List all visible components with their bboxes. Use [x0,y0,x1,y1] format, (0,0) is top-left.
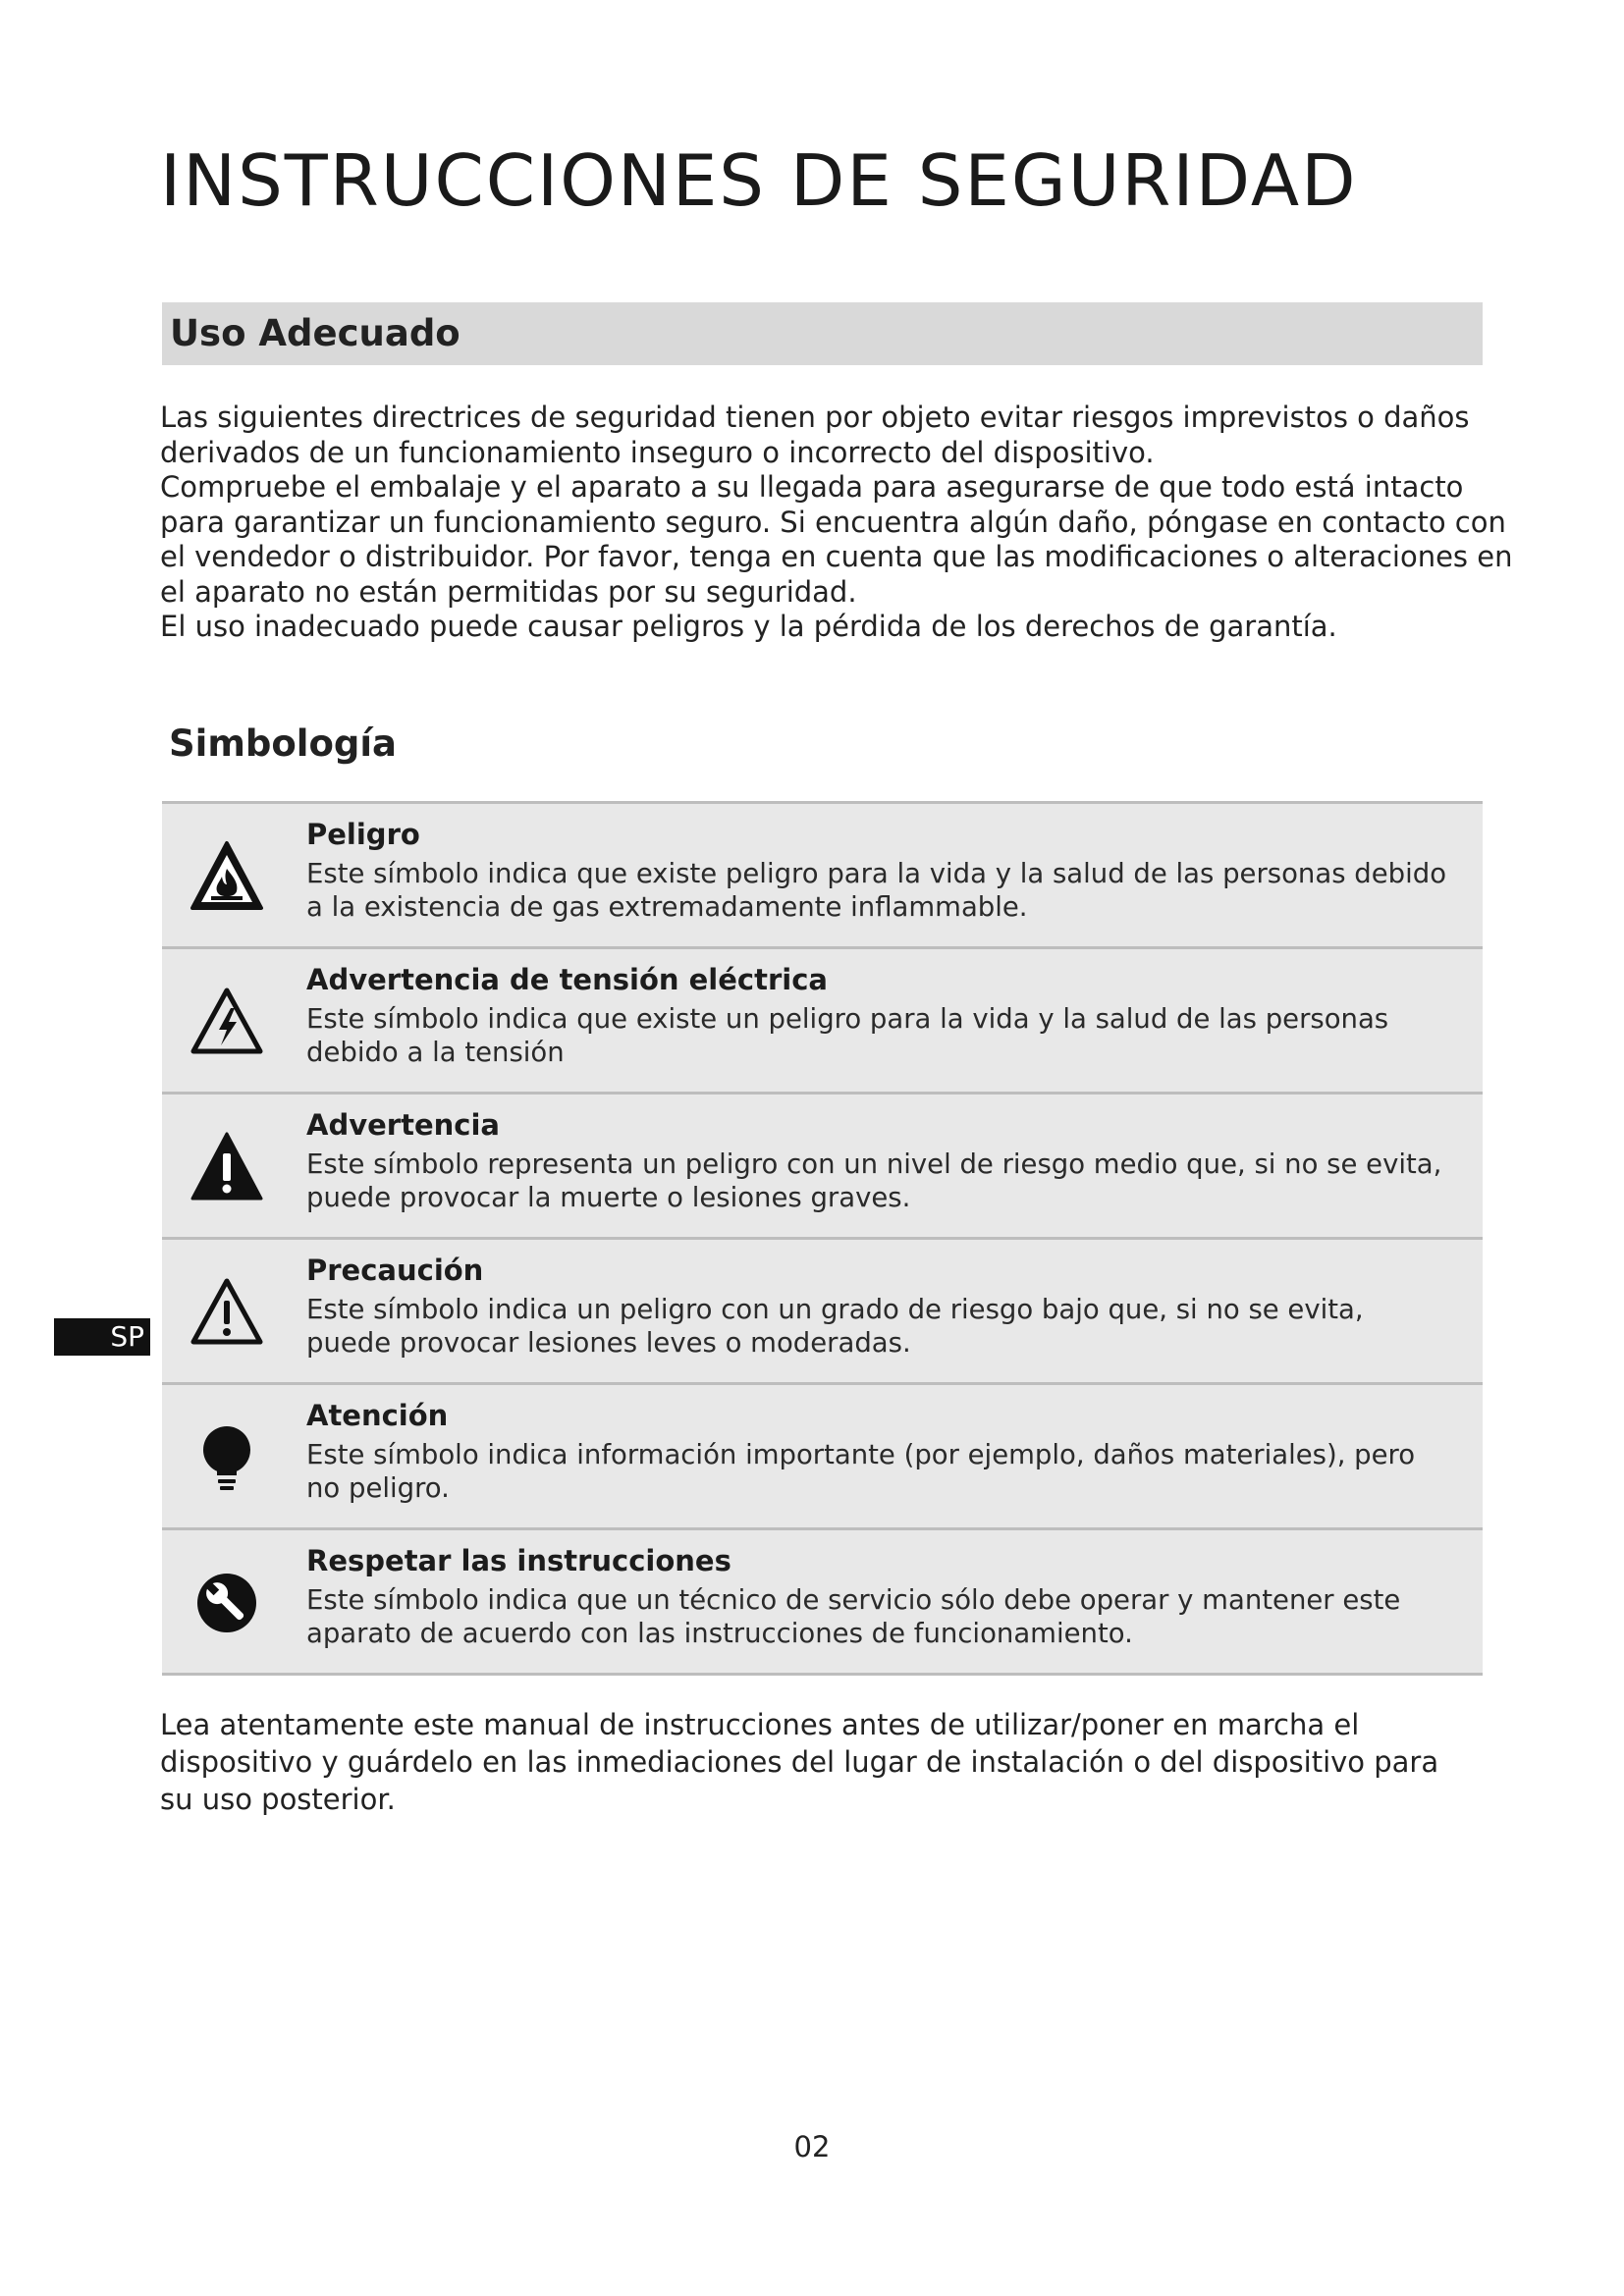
wrench-icon [189,1566,264,1640]
symbol-description: Este símbolo representa un peligro con un nivel de riesgo medio que, si no se evita, puede provocar la muerte o lesiones graves. [306,1148,1442,1213]
symbol-table [162,801,1483,1676]
warning-filled-icon [189,1130,264,1204]
symbol-row [162,949,1483,1095]
symbol-description: Este símbolo indica que existe peligro para la vida y la salud de las personas debido a la existencia de gas extremadamente inflammable. [306,858,1447,923]
symbol-title: Advertencia [306,1108,500,1142]
symbol-title: Precaución [306,1254,484,1287]
symbol-description: Este símbolo indica que existe un peligro para la vida y la salud de las personas debido a la tensión [306,1003,1389,1068]
caution-outline-icon [189,1275,264,1350]
symbol-row [162,1240,1483,1385]
symbology-heading: Simbología [169,722,398,765]
intro-text [160,400,1515,645]
symbol-description: Este símbolo indica que un técnico de servicio sólo debe operar y mantener este aparato de acuerdo con las instrucciones de funcionamiento. [306,1584,1401,1649]
symbol-description: Este símbolo indica información importante (por ejemplo, daños materiales), pero no peligro. [306,1439,1416,1504]
section-header-bar [162,302,1483,365]
symbol-description: Este símbolo indica un peligro con un grado de riesgo bajo que, si no se evita, puede provocar lesiones leves o moderadas. [306,1294,1364,1359]
section-heading: Uso Adecuado [170,312,460,354]
symbol-title: Respetar las instrucciones [306,1544,731,1577]
symbol-row [162,1385,1483,1530]
intro-paragraph: El uso inadecuado puede causar peligros y la pérdida de los derechos de garantía. [160,610,1337,643]
symbol-row [162,1530,1483,1676]
symbol-title: Advertencia de tensión eléctrica [306,963,828,996]
page-number: 02 [793,2130,831,2163]
symbol-row [162,804,1483,949]
electric-warning-icon [189,985,264,1059]
symbol-title: Peligro [306,818,420,851]
flammable-warning-icon [189,839,264,914]
symbol-row [162,1095,1483,1240]
closing-paragraph: Lea atentamente este manual de instrucciones antes de utilizar/poner en marcha el dispositivo y guárdelo en las inmediaciones del lugar de instalación o del dispositivo para su uso posterior. [160,1708,1439,1816]
lightbulb-icon [189,1420,264,1495]
language-tab: SP [54,1318,150,1356]
intro-paragraph: Las siguientes directrices de seguridad tienen por objeto evitar riesgos imprevistos o daños derivados de un funcionamiento inseguro o incorrecto del dispositivo. [160,400,1470,469]
intro-paragraph: Compruebe el embalaje y el aparato a su llegada para asegurarse de que todo está intacto para garantizar un funcionamiento seguro. Si encuentra algún daño, póngase en contacto con el vendedor o distribuidor. Por favor, tenga en cuenta que las modificaciones o alteraciones en el aparato no están permitidas por su seguridad. [160,470,1513,609]
symbol-title: Atención [306,1399,449,1432]
page-title: INSTRUCCIONES DE SEGURIDAD [160,139,1358,222]
